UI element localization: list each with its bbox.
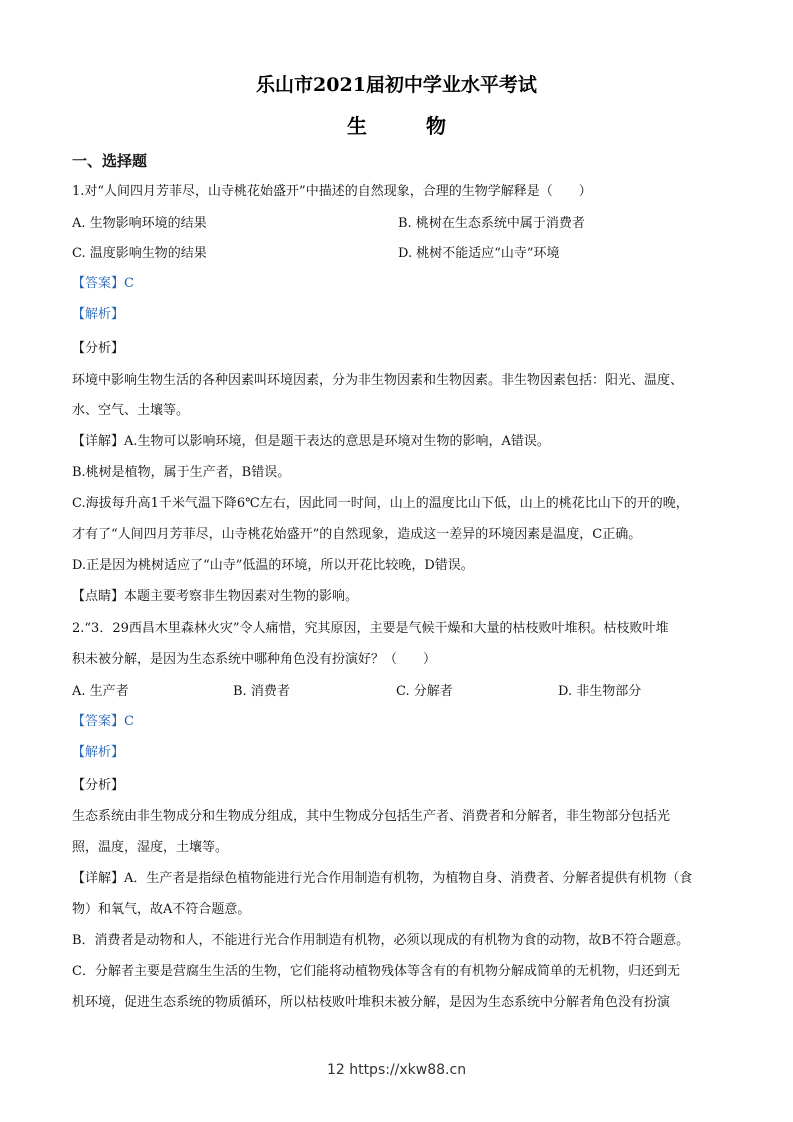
q2-jiexi-label: 【解析】 [72, 745, 125, 760]
q1-option-c: C. 温度影响生物的结果 [72, 246, 207, 261]
q2-analysis-line-1: 生态系统由非生物成分和生物成分组成，其中生物成分包括生产者、消费者和分解者，非生物部分包括光 [72, 809, 671, 824]
q1-jiexi-label: 【解析】 [72, 307, 125, 322]
q2-detail-line-5: 机环境，促进生态系统的物质循环，所以枯枝败叶堆积未被分解，是因为生态系统中分解者角色没有扮演 [72, 995, 671, 1010]
q2-option-a: A. 生产者 [72, 684, 129, 699]
q1-option-d: D. 桃树不能适应“山寺”环境 [398, 246, 560, 261]
q2-detail-line-3: B．消费者是动物和人，不能进行光合作用制造有机物，必须以现成的有机物为食的动物，故B不符合题意。 [72, 933, 690, 948]
q1-detail-line-1: 【详解】A.生物可以影响环境，但是题干表达的意思是环境对生物的影响，A错误。 [72, 434, 550, 449]
q1-detail-line-5: D.正是因为桃树适应了“山寺”低温的环境，所以开花比较晚，D错误。 [72, 558, 474, 573]
q1-detail-line-4: 才有了“人间四月芳菲尽，山寺桃花始盛开”的自然现象，造成这一差异的环境因素是温度，C正确。 [72, 527, 642, 542]
q2-answer: 【答案】C [72, 714, 134, 729]
q1-analysis-line-1: 环境中影响生物生活的各种因素叫环境因素，分为非生物因素和生物因素。非生物因素包括：阳光、温度、 [72, 373, 684, 388]
q2-detail-line-1: 【详解】A．生产者是指绿色植物能进行光合作用制造有机物，为植物自身、消费者、分解者提供有机物（食 [72, 871, 693, 886]
q2-fenxi-label: 【分析】 [72, 778, 125, 793]
exam-title: 乐山市2021届初中学业水平考试 [256, 74, 537, 96]
q2-option-d: D. 非生物部分 [558, 684, 642, 699]
q1-detail-line-3: C.海拔每升高1千米气温下降6℃左右，因此同一时间，山上的温度比山下低，山上的桃花比山下的开的晚， [72, 496, 689, 511]
q2-analysis-line-2: 照，温度，湿度，土壤等。 [72, 840, 229, 855]
q1-option-a: A. 生物影响环境的结果 [72, 216, 207, 231]
q1-analysis-line-2: 水、空气、土壤等。 [72, 403, 190, 418]
q2-option-b: B. 消费者 [233, 684, 290, 699]
q2-stem-line-1: 2.“3．29西昌木里森林火灾”令人痛惜，究其原因，主要是气候干燥和大量的枯枝败叶堆积。枯枝败叶堆 [72, 621, 669, 636]
q1-option-b: B. 桃树在生态系统中属于消费者 [398, 216, 585, 231]
q1-comment: 【点睛】本题主要考察非生物因素对生物的影响。 [72, 589, 359, 604]
q2-detail-line-2: 物）和氧气，故A不符合题意。 [72, 902, 251, 917]
q1-answer: 【答案】C [72, 276, 134, 291]
page-footer: 12 https://xkw88.cn [326, 1062, 467, 1078]
q1-fenxi-label: 【分析】 [72, 341, 125, 356]
section-heading: 一、选择题 [72, 152, 148, 170]
q2-option-c: C. 分解者 [396, 684, 453, 699]
q1-stem: 1.对“人间四月芳菲尽，山寺桃花始盛开”中描述的自然现象，合理的生物学解释是（ ） [72, 184, 592, 199]
q2-stem-line-2: 积未被分解，是因为生态系统中哪种角色没有扮演好？（ ） [72, 652, 437, 667]
q1-detail-line-2: B.桃树是植物，属于生产者，B错误。 [72, 465, 291, 480]
subject-title: 生 物 [347, 114, 472, 138]
q2-detail-line-4: C．分解者主要是营腐生生活的生物，它们能将动植物残体等含有的有机物分解成简单的无机物，归还到无 [72, 964, 680, 979]
